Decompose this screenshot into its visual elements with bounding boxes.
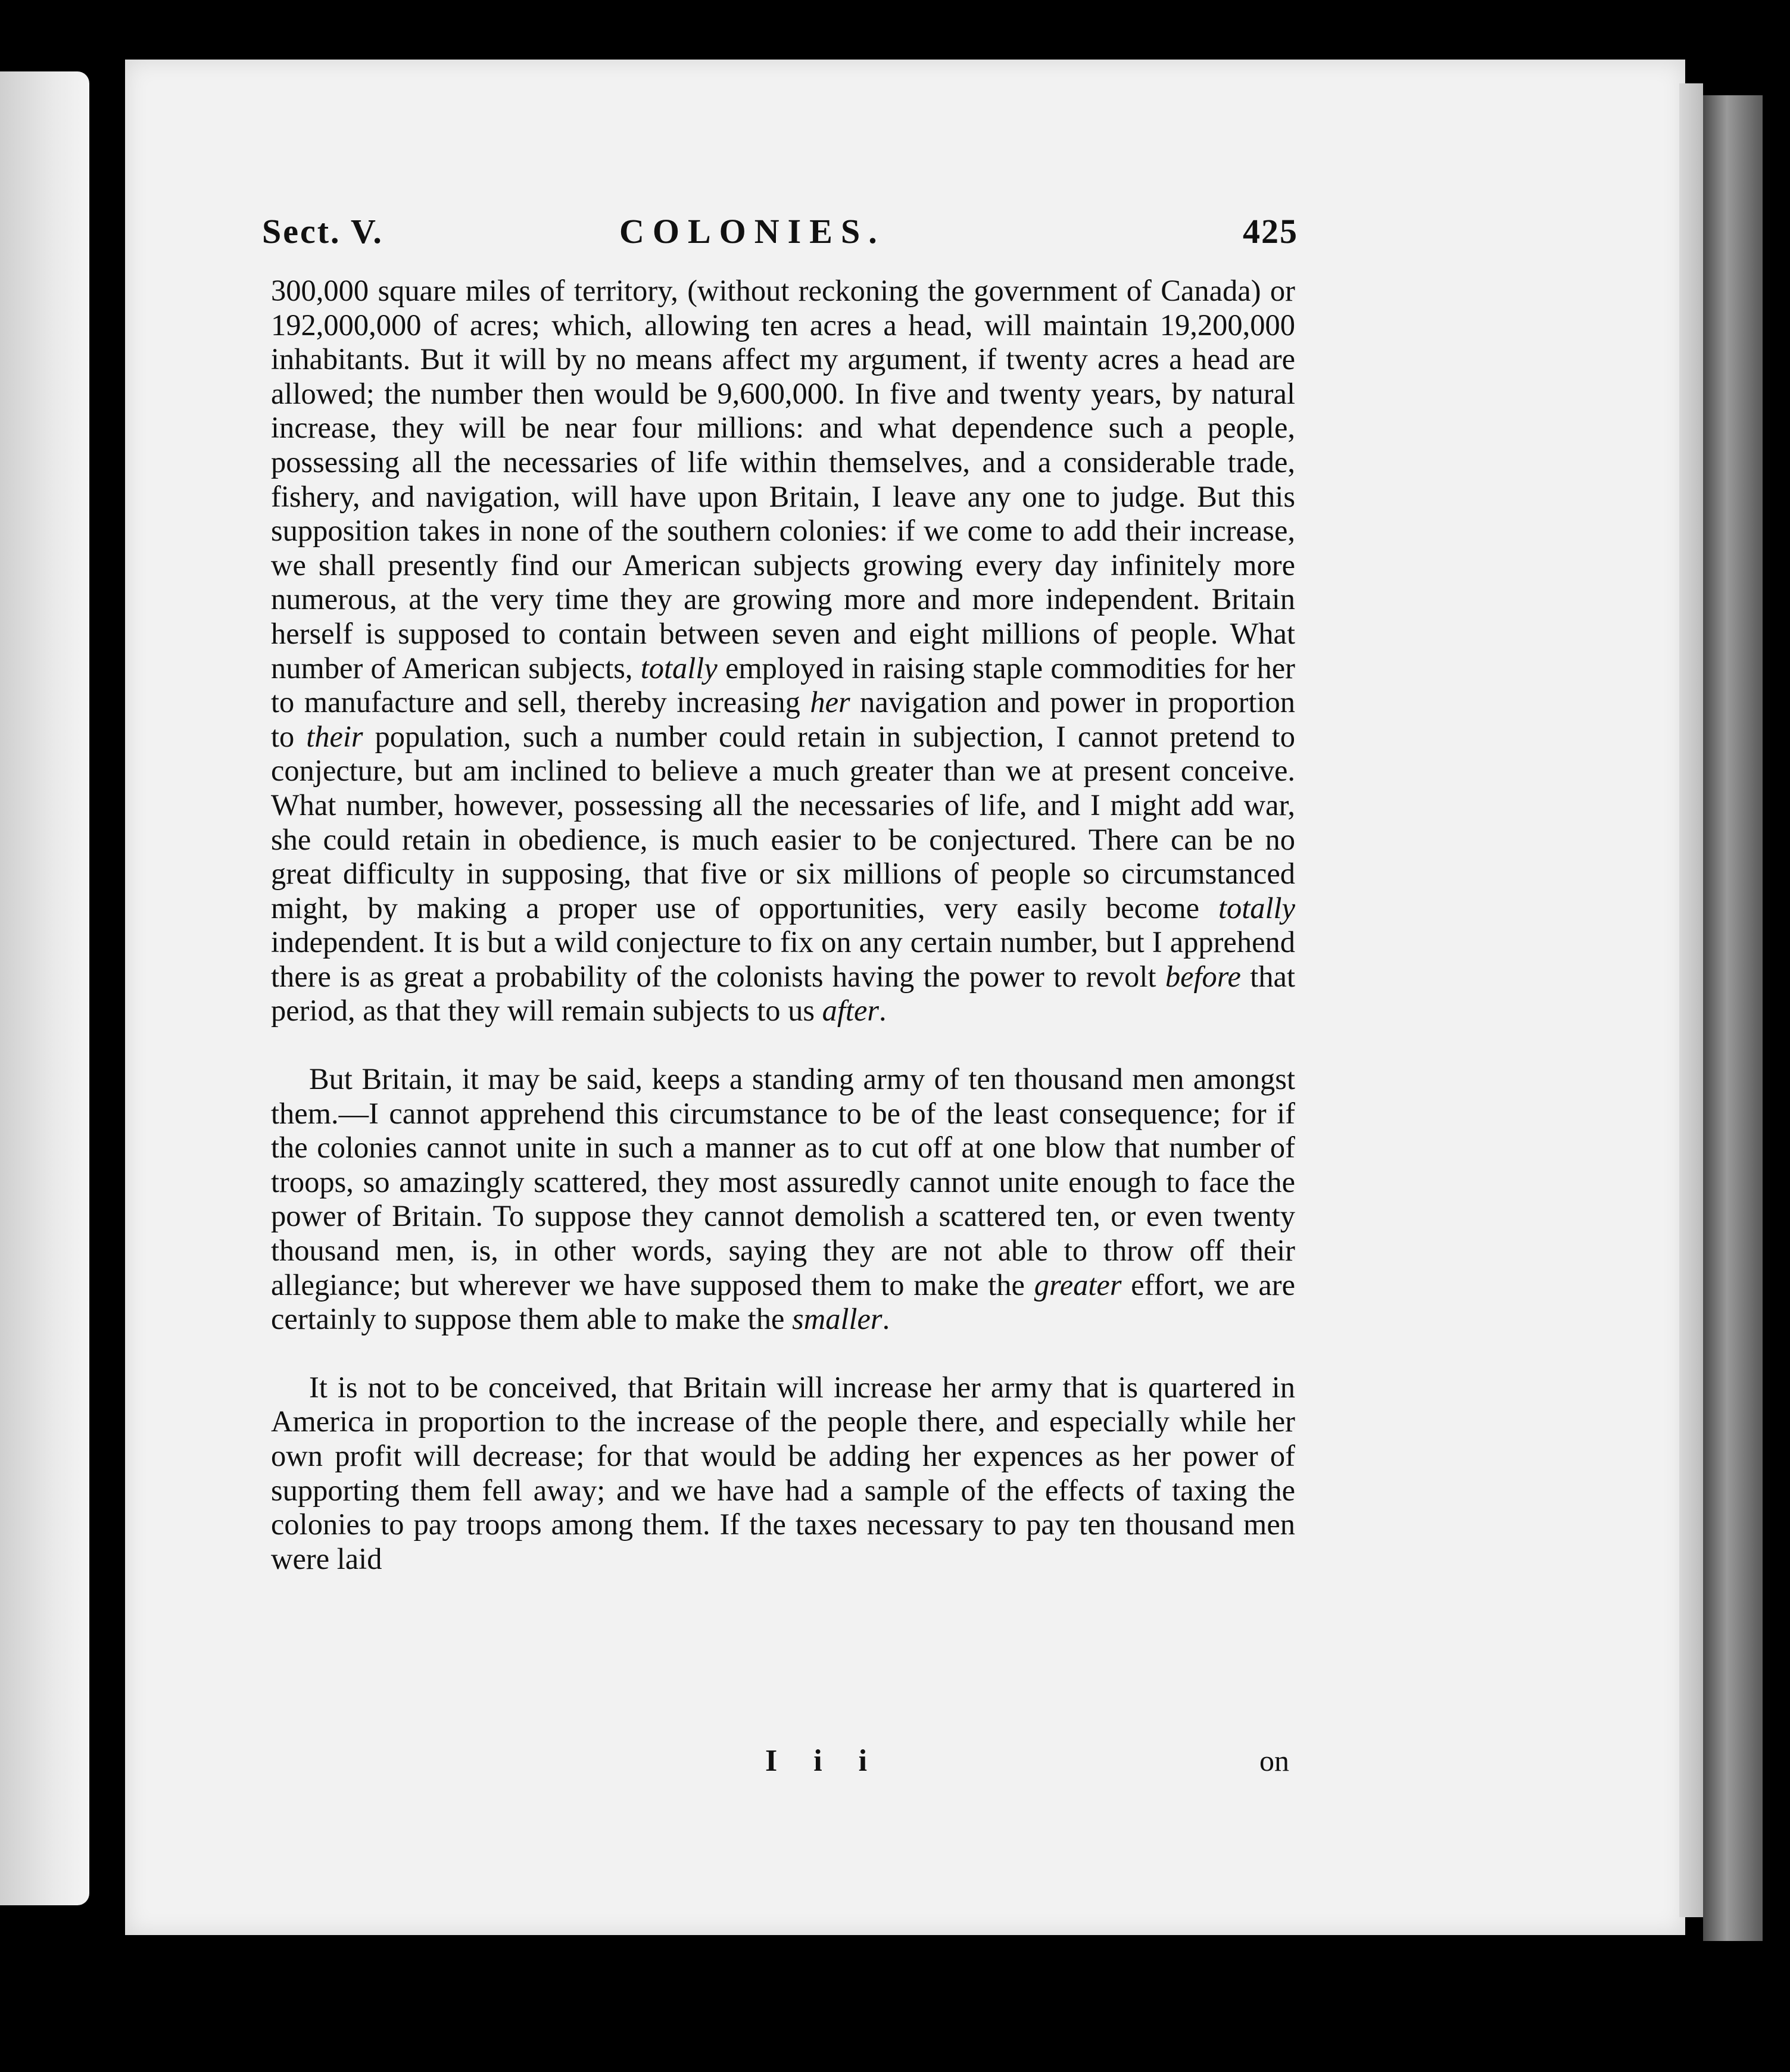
text-segment: navigation and power in proportion to [271,685,1296,753]
paragraph-3 [271,1371,1295,1577]
text-segment: effort, we are certainly to suppose them able to make the [271,1268,1296,1336]
text-segment: . [879,994,887,1028]
paragraph-1 [271,274,1295,1028]
italic-text-segment: before [1165,959,1241,993]
italic-text-segment: totally [1218,891,1295,925]
italic-text-segment: smaller [792,1302,882,1336]
italic-text-segment: their [306,719,363,753]
facing-page-edge [0,71,89,1905]
book-gutter [89,0,125,2072]
text-segment: But Britain, it may be said, keeps a standing army of ten thousand men amongst them.—I cannot apprehend this circumstance to be of the least consequence; for if the colonies cannot unite in such a manner as to cut off at one blow that number of troops, so amazingly scattered, they most assuredly cannot unite enough to face the power of Britain. To suppose they cannot demolish a scattered ten, or even twenty thousand men, is, in other words, saying they are not able to throw off their allegiance; but wherever we have supposed them to make the [271,1062,1295,1302]
paragraph-2 [271,1062,1295,1337]
page-fore-edge [1703,95,1763,1941]
section-label: Sect. V. [262,212,383,251]
scan-border-right [1763,0,1790,2072]
italic-text-segment: totally [640,651,718,685]
running-head [262,211,1298,253]
page-number: 425 [1243,212,1298,251]
text-segment: population, such a number could retain in subjection, I cannot pretend to conjecture, but am inclined to believe a much greater than we at present conceive. What number, however, possessing all the necessaries of life, and I might add war, she could retain in obedience, is much easier to be conjectured. There can be no great difficulty in supposing, that five or six millions of people so circumstanced might, by making a proper use of opportunities, very easily become [271,719,1296,925]
italic-text-segment: after [822,994,880,1028]
text-segment: independent. It is but a wild conjecture to fix on any certain number, but I apprehend there is as great a probability of the colonists having the power to revolt [271,925,1295,993]
italic-text-segment: her [810,685,850,719]
text-segment: 300,000 square miles of territory, (without reckoning the government of Canada) or 192,000,000 of acres; which, allowing ten acres a head, will maintain 19,200,000 inhabitants. But it will by no means affect my argument, if twenty acres a head are allowed; the number then would be 9,600,000. In five and twenty years, by natural increase, they will be near four millions: and what dependence such a people, possessing all the necessaries of life within themselves, and a considerable trade, fishery, and navigation, will have upon Britain, I leave any one to judge. But this supposition takes in none of the southern colonies: if we come to add their increase, we shall presently find our American subjects growing every day infinitely more numerous, at the very time they are growing more and more independent. Britain herself is supposed to contain between seven and eight millions of people. What number of American subjects, [271,274,1295,685]
text-segment: . [882,1302,890,1336]
catchword: on [1259,1744,1289,1777]
text-segment: that period, as that they will remain subjects to us [271,959,1295,1028]
italic-text-segment: greater [1034,1268,1122,1302]
printer-signature-mark: I i i [765,1744,882,1778]
body-text [271,274,1295,1576]
text-segment: It is not to be conceived, that Britain will increase her army that is quartered in America in proportion to the increase of the people there, and especially while her own profit will decrease; for that would be adding her expences as her power of supporting them fell away; and we have had a sample of the effects of taxing the colonies to pay troops among them. If the taxes necessary to pay ten thousand men were laid [271,1370,1295,1575]
text-segment: employed in raising staple commodities for her to manufacture and sell, thereby increasing [271,651,1296,719]
chapter-title: COLONIES. [619,212,885,251]
